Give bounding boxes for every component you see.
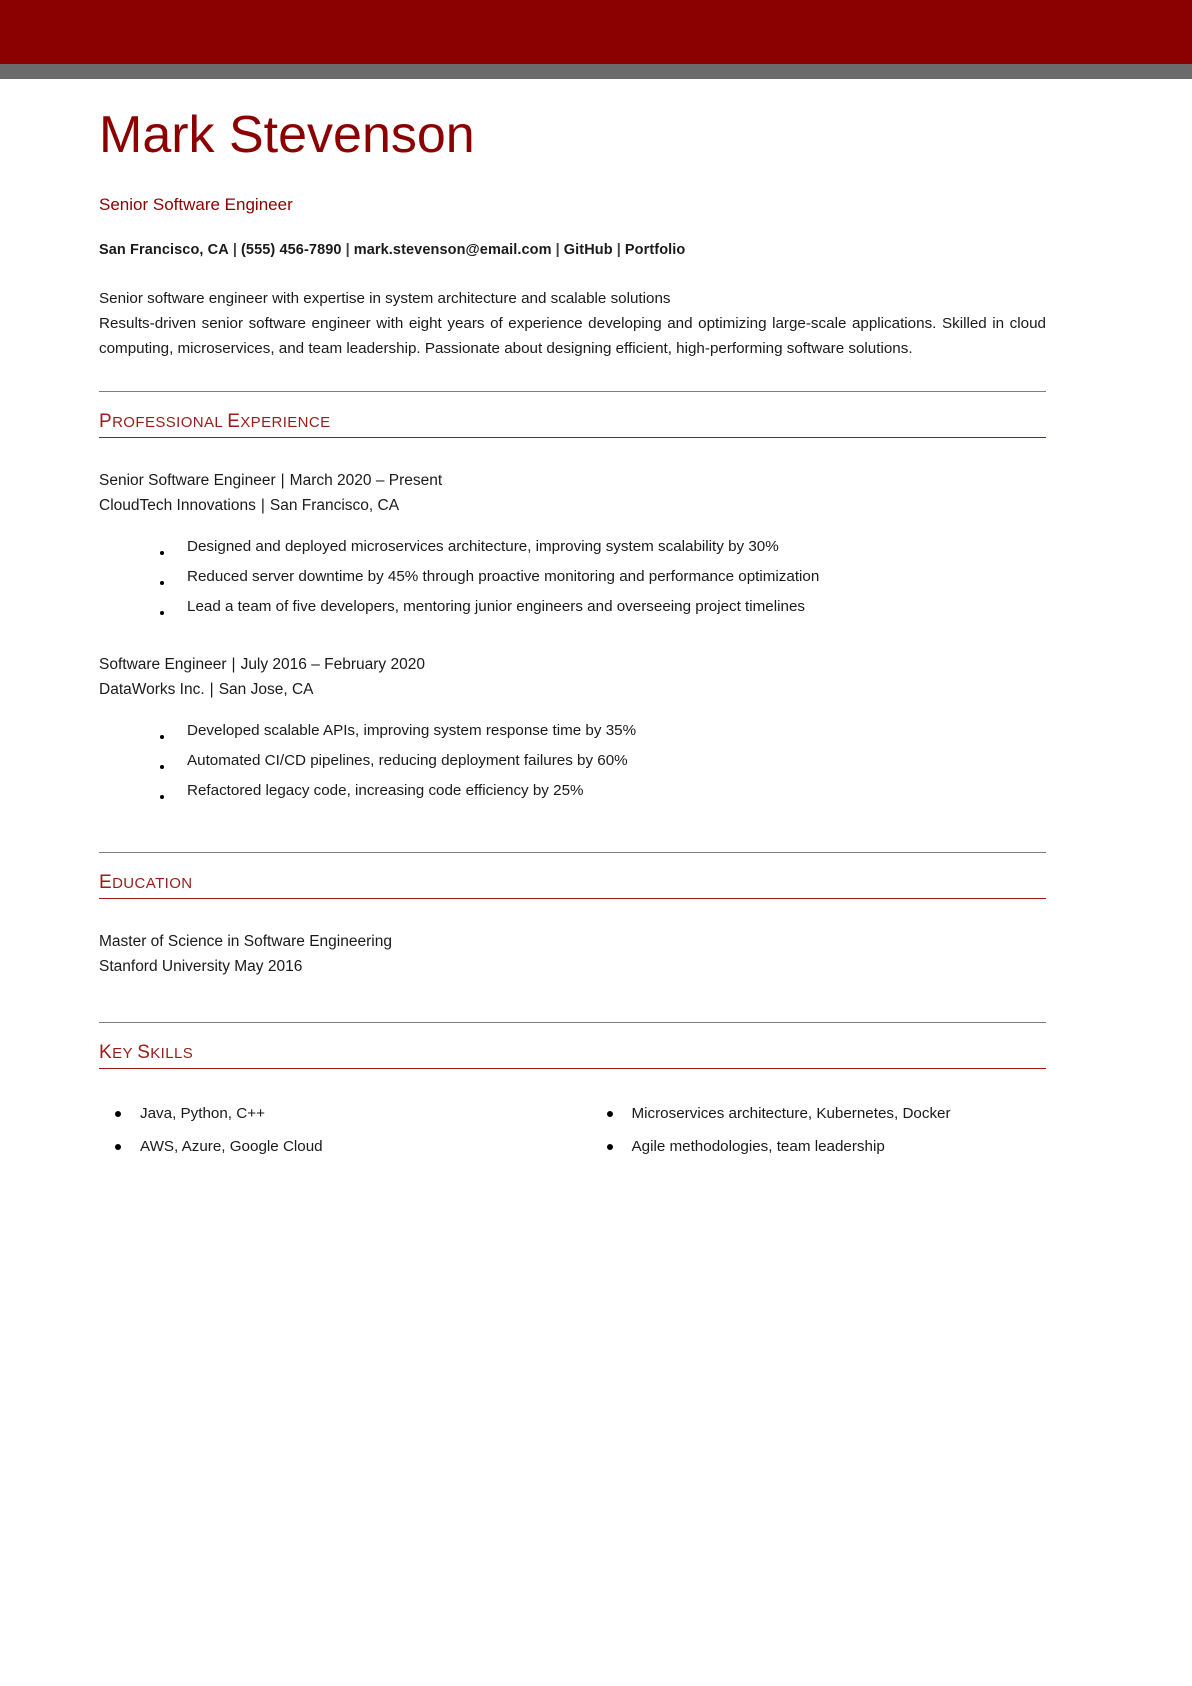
experience-bullet-list [99, 716, 1046, 806]
experience-company: DataWorks Inc. [99, 680, 205, 698]
skill-text: AWS, Azure, Google Cloud [140, 1137, 323, 1155]
header-band-red [0, 0, 1192, 64]
experience-bullet-text: Refactored legacy code, increasing code efficiency by 25% [187, 781, 584, 799]
divider-above-experience [99, 391, 1046, 392]
skill-text: Java, Python, C++ [140, 1104, 265, 1122]
resume-content [99, 108, 1046, 1163]
skill-item [601, 1097, 1047, 1130]
experience-company-separator: | [260, 496, 265, 514]
experience-bullet-text: Lead a team of five developers, mentoring junior engineers and overseeing project timelines [187, 597, 805, 615]
experience-bullet [99, 562, 1046, 592]
key-skills-columns [99, 1097, 1046, 1163]
experience-bullet-list [99, 532, 1046, 622]
experience-bullet [99, 776, 1046, 806]
experience-job-dates: March 2020 – Present [289, 471, 443, 489]
contact-separator-1: | [232, 241, 237, 258]
experience-heading-rest-2: XPERIENCE [240, 413, 331, 431]
experience-title-line [99, 652, 1046, 677]
candidate-name: Mark Stevenson [99, 106, 475, 164]
skill-text: Microservices architecture, Kubernetes, Docker [631, 1104, 951, 1122]
resume-page [0, 79, 1192, 1163]
experience-bullet-text: Designed and deployed microservices architecture, improving system scalability by 30% [187, 537, 779, 555]
contact-location: San Francisco, CA [99, 241, 229, 258]
experience-job-title: Senior Software Engineer [99, 471, 276, 489]
skills-heading-rest-2: KILLS [150, 1044, 194, 1062]
key-skills-column-left [99, 1097, 573, 1163]
experience-bullet-text: Developed scalable APIs, improving system response time by 35% [187, 721, 637, 739]
skill-item [109, 1097, 573, 1130]
key-skills-list-right [601, 1097, 1047, 1163]
skills-heading-rest: EY [112, 1044, 138, 1062]
experience-title-line [99, 468, 1046, 493]
experience-location: San Francisco, CA [269, 496, 400, 514]
divider-red-education [99, 898, 1046, 899]
experience-heading-initial-2: E [227, 410, 241, 432]
education-heading-rest: DUCATION [112, 874, 193, 892]
skills-heading-initial-2: S [137, 1041, 151, 1063]
section-heading-education [99, 873, 1046, 892]
experience-title-separator: | [231, 655, 236, 673]
section-heading-key-skills [99, 1043, 1046, 1062]
experience-bullet [99, 746, 1046, 776]
experience-bullet-text: Reduced server downtime by 45% through proactive monitoring and performance optimization [187, 567, 820, 585]
divider-above-education [99, 852, 1046, 853]
key-skills-list-left [109, 1097, 573, 1163]
header-band-gray [0, 64, 1192, 79]
skill-text: Agile methodologies, team leadership [631, 1137, 885, 1155]
experience-heading-initial: P [99, 410, 113, 432]
skill-item [601, 1130, 1047, 1163]
skills-heading-initial: K [99, 1041, 113, 1063]
skill-item [109, 1130, 573, 1163]
education-heading-initial: E [99, 871, 113, 893]
contact-line [99, 242, 1046, 258]
divider-red-experience [99, 437, 1046, 438]
experience-entry [99, 652, 1046, 702]
key-skills-column-right [573, 1097, 1047, 1163]
experience-bullet [99, 532, 1046, 562]
contact-email[interactable]: mark.stevenson@email.com [353, 241, 552, 258]
experience-company-separator: | [209, 680, 214, 698]
candidate-job-title: Senior Software Engineer [99, 194, 293, 214]
summary-headline: Senior software engineer with expertise in system architecture and scalable solutions [99, 289, 671, 307]
education-school: Stanford University May 2016 [99, 957, 303, 975]
experience-bullet-text: Automated CI/CD pipelines, reducing deployment failures by 60% [187, 751, 628, 769]
experience-bullet [99, 716, 1046, 746]
education-degree: Master of Science in Software Engineering [99, 932, 392, 950]
experience-job-title: Software Engineer [99, 655, 227, 673]
contact-phone: (555) 456-7890 [241, 241, 342, 258]
education-entry [99, 929, 1046, 979]
experience-entry [99, 468, 1046, 518]
experience-title-separator: | [280, 471, 285, 489]
contact-separator-3: | [555, 241, 560, 258]
divider-above-skills [99, 1022, 1046, 1023]
contact-github-link[interactable]: GitHub [563, 241, 613, 258]
section-heading-experience [99, 412, 1046, 431]
summary-body: Results-driven senior software engineer with eight years of experience developing and optimizing large-scale applications. Skilled in cloud computing, microservices, and team leadership. Passionate about designing efficient, high-performing software solutions. [99, 314, 1046, 357]
experience-location: San Jose, CA [218, 680, 314, 698]
contact-separator-2: | [345, 241, 350, 258]
contact-separator-4: | [616, 241, 621, 258]
contact-portfolio-link[interactable]: Portfolio [624, 241, 686, 258]
experience-company-line [99, 677, 1046, 702]
divider-red-skills [99, 1068, 1046, 1069]
experience-job-dates: July 2016 – February 2020 [240, 655, 425, 673]
experience-company-line [99, 493, 1046, 518]
experience-heading-rest: ROFESSIONAL [112, 413, 228, 431]
experience-company: CloudTech Innovations [99, 496, 256, 514]
professional-summary [99, 286, 1046, 361]
experience-bullet [99, 592, 1046, 622]
